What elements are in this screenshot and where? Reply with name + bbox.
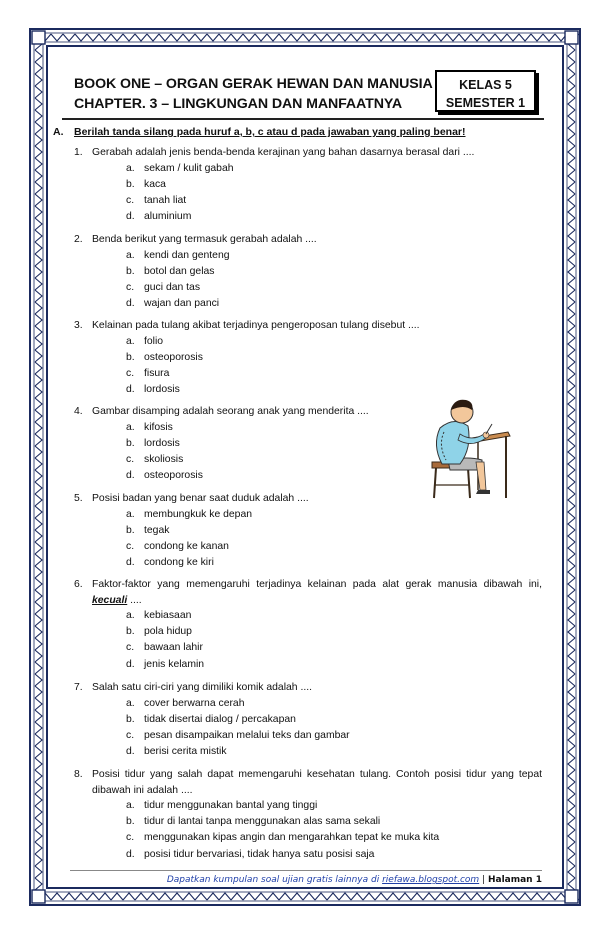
option-item[interactable] <box>74 264 542 280</box>
question-number: 8. <box>74 769 83 780</box>
option-text: kebiasaan <box>144 610 192 621</box>
question-item <box>74 318 542 398</box>
option-letter: d. <box>126 848 135 860</box>
option-text: pesan disampaikan melalui teks dan gambar <box>144 729 350 741</box>
option-list <box>74 798 542 863</box>
option-item[interactable] <box>74 744 542 760</box>
option-text: tidur menggunakan bantal yang tinggi <box>144 800 318 811</box>
semester-label: SEMESTER 1 <box>445 96 526 110</box>
option-list <box>74 608 542 673</box>
option-letter: c. <box>126 729 135 741</box>
option-letter: c. <box>126 453 135 465</box>
class-semester-box <box>435 70 536 112</box>
option-text: lordosis <box>144 384 180 396</box>
question-number: 5. <box>74 493 83 504</box>
option-text: osteoporosis <box>144 470 203 482</box>
question-item <box>74 767 542 863</box>
option-letter: d. <box>126 384 135 396</box>
option-letter: c. <box>126 367 135 379</box>
option-item[interactable] <box>74 712 542 728</box>
option-text: tegak <box>144 524 170 536</box>
question-item <box>74 145 542 225</box>
question-number: 7. <box>74 682 83 693</box>
question-text-emphasis: kecuali <box>92 594 128 606</box>
option-item[interactable] <box>74 507 542 523</box>
class-label: KELAS 5 <box>459 78 512 92</box>
footer-divider <box>70 870 542 871</box>
question-number: 4. <box>74 406 83 417</box>
header-title-line1: BOOK ONE – ORGAN GERAK HEWAN DAN MANUSIA <box>74 76 433 92</box>
option-item[interactable] <box>74 728 542 744</box>
option-text: osteoporosis <box>144 351 203 363</box>
option-text: jenis kelamin <box>144 658 205 670</box>
option-list <box>74 334 542 399</box>
option-item[interactable] <box>74 209 542 225</box>
option-text: kendi dan genteng <box>144 249 230 261</box>
question-text-main: Gambar disamping adalah seorang anak yang menderita .... <box>92 406 369 417</box>
option-item[interactable] <box>74 161 542 177</box>
option-item[interactable] <box>74 539 542 555</box>
question-text-end: .... <box>127 594 142 606</box>
option-text: posisi tidur bervariasi, tidak hanya satu posisi saja <box>144 848 375 860</box>
header-divider <box>62 118 544 120</box>
question-text-main: Gerabah adalah jenis benda-benda kerajinan yang bahan dasarnya berasal dari .... <box>92 147 475 158</box>
option-item[interactable] <box>74 696 542 712</box>
option-letter: d. <box>126 470 135 482</box>
option-item[interactable] <box>74 608 542 624</box>
option-letter: b. <box>126 626 135 638</box>
option-text: cover berwarna cerah <box>144 697 245 709</box>
option-letter: d. <box>126 557 135 569</box>
option-text: folio <box>144 335 164 347</box>
option-text: bawaan lahir <box>144 642 203 654</box>
option-text: pola hidup <box>144 626 192 638</box>
option-text: tidur di lantai tanpa menggunakan alas sama sekali <box>144 816 381 828</box>
footer-link[interactable]: riefawa.blogspot.com <box>382 875 480 885</box>
option-text: kaca <box>144 178 166 190</box>
question-number: 3. <box>74 320 83 331</box>
question-text <box>92 767 542 798</box>
option-text: aluminium <box>144 211 192 223</box>
option-item[interactable] <box>74 640 542 656</box>
option-text: condong ke kanan <box>144 540 229 552</box>
question-text <box>92 318 542 334</box>
option-letter: c. <box>126 642 135 654</box>
section-instruction: Berilah tanda silang pada huruf a, b, c atau d pada jawaban yang paling benar! <box>74 126 466 138</box>
option-text: skoliosis <box>144 453 184 465</box>
option-list <box>74 507 542 572</box>
question-number: 2. <box>74 234 83 245</box>
page-number: Halaman 1 <box>487 875 542 885</box>
option-item[interactable] <box>74 366 542 382</box>
question-text-main: Faktor-faktor yang memengaruhi terjadinya kelainan pada alat gerak manusia dibawah ini, <box>92 579 542 590</box>
option-letter: a. <box>126 249 135 261</box>
option-text: condong ke kiri <box>144 557 214 569</box>
page-footer <box>70 875 542 885</box>
question-item <box>74 232 542 312</box>
section-letter: A. <box>53 126 64 138</box>
option-item[interactable] <box>74 177 542 193</box>
option-item[interactable] <box>74 248 542 264</box>
child-illustration <box>420 390 520 500</box>
option-item[interactable] <box>74 798 542 814</box>
option-item[interactable] <box>74 296 542 312</box>
footer-separator: | <box>479 875 488 885</box>
option-item[interactable] <box>74 814 542 830</box>
option-letter: b. <box>126 713 135 725</box>
option-list <box>74 161 542 226</box>
option-item[interactable] <box>74 830 542 846</box>
option-list <box>74 696 542 761</box>
option-letter: a. <box>126 162 135 174</box>
option-letter: a. <box>126 421 135 433</box>
option-item[interactable] <box>74 624 542 640</box>
option-text: sekam / kulit gabah <box>144 162 234 174</box>
option-letter: d. <box>126 298 135 310</box>
option-text: menggunakan kipas angin dan mengarahkan tepat ke muka kita <box>144 832 440 844</box>
option-item[interactable] <box>74 847 542 863</box>
option-list <box>74 248 542 313</box>
option-text: fisura <box>144 367 170 379</box>
option-letter: c. <box>126 194 135 206</box>
header-title-line2: CHAPTER. 3 – LINGKUNGAN DAN MANFAATNYA <box>74 96 403 112</box>
question-item <box>74 680 542 760</box>
question-text-main: Kelainan pada tulang akibat terjadinya pengeroposan tulang disebut .... <box>92 320 420 331</box>
option-item[interactable] <box>74 523 542 539</box>
option-letter: b. <box>126 437 135 449</box>
option-item[interactable] <box>74 334 542 350</box>
option-letter: a. <box>126 508 135 520</box>
question-number: 1. <box>74 147 83 158</box>
option-letter: a. <box>126 697 135 709</box>
option-item[interactable] <box>74 555 542 571</box>
option-text: lordosis <box>144 437 180 449</box>
question-text-main: Benda berikut yang termasuk gerabah adalah .... <box>92 234 317 245</box>
option-item[interactable] <box>74 280 542 296</box>
option-text: kifosis <box>144 421 173 433</box>
option-text: berisi cerita mistik <box>144 746 227 758</box>
question-item <box>74 491 542 571</box>
option-letter: b. <box>126 524 135 536</box>
header-title <box>74 74 433 114</box>
option-letter: a. <box>126 335 135 347</box>
option-text: tidak disertai dialog / percakapan <box>144 713 296 725</box>
option-letter: a. <box>126 800 135 811</box>
option-letter: b. <box>126 816 135 828</box>
question-item <box>74 577 542 673</box>
question-text <box>92 680 542 696</box>
question-text <box>92 577 542 608</box>
option-item[interactable] <box>74 657 542 673</box>
question-text <box>92 232 542 248</box>
option-letter: c. <box>126 832 135 844</box>
question-text-main: Posisi badan yang benar saat duduk adalah .... <box>92 493 309 504</box>
question-text-main: Salah satu ciri-ciri yang dimiliki komik adalah .... <box>92 682 313 693</box>
option-text: membungkuk ke depan <box>144 508 253 520</box>
option-letter: c. <box>126 281 135 293</box>
option-text: guci dan tas <box>144 281 201 293</box>
option-letter: b. <box>126 178 135 190</box>
option-letter: b. <box>126 265 135 277</box>
option-letter: d. <box>126 746 135 758</box>
option-item[interactable] <box>74 350 542 366</box>
option-text: tanah liat <box>144 194 187 206</box>
option-text: wajan dan panci <box>144 298 220 310</box>
option-letter: b. <box>126 351 135 363</box>
option-item[interactable] <box>74 193 542 209</box>
question-text <box>92 145 542 161</box>
question-text-main: Posisi tidur yang salah dapat memengaruhi kesehatan tulang. Contoh posisi tidur yang tepat dibawah ini adalah .... <box>92 769 542 796</box>
option-letter: d. <box>126 211 135 223</box>
option-letter: a. <box>126 610 135 621</box>
option-letter: c. <box>126 540 135 552</box>
option-letter: d. <box>126 658 135 670</box>
question-number: 6. <box>74 579 83 590</box>
footer-text: Dapatkan kumpulan soal ujian gratis lainnya di <box>166 875 383 885</box>
option-text: botol dan gelas <box>144 265 215 277</box>
